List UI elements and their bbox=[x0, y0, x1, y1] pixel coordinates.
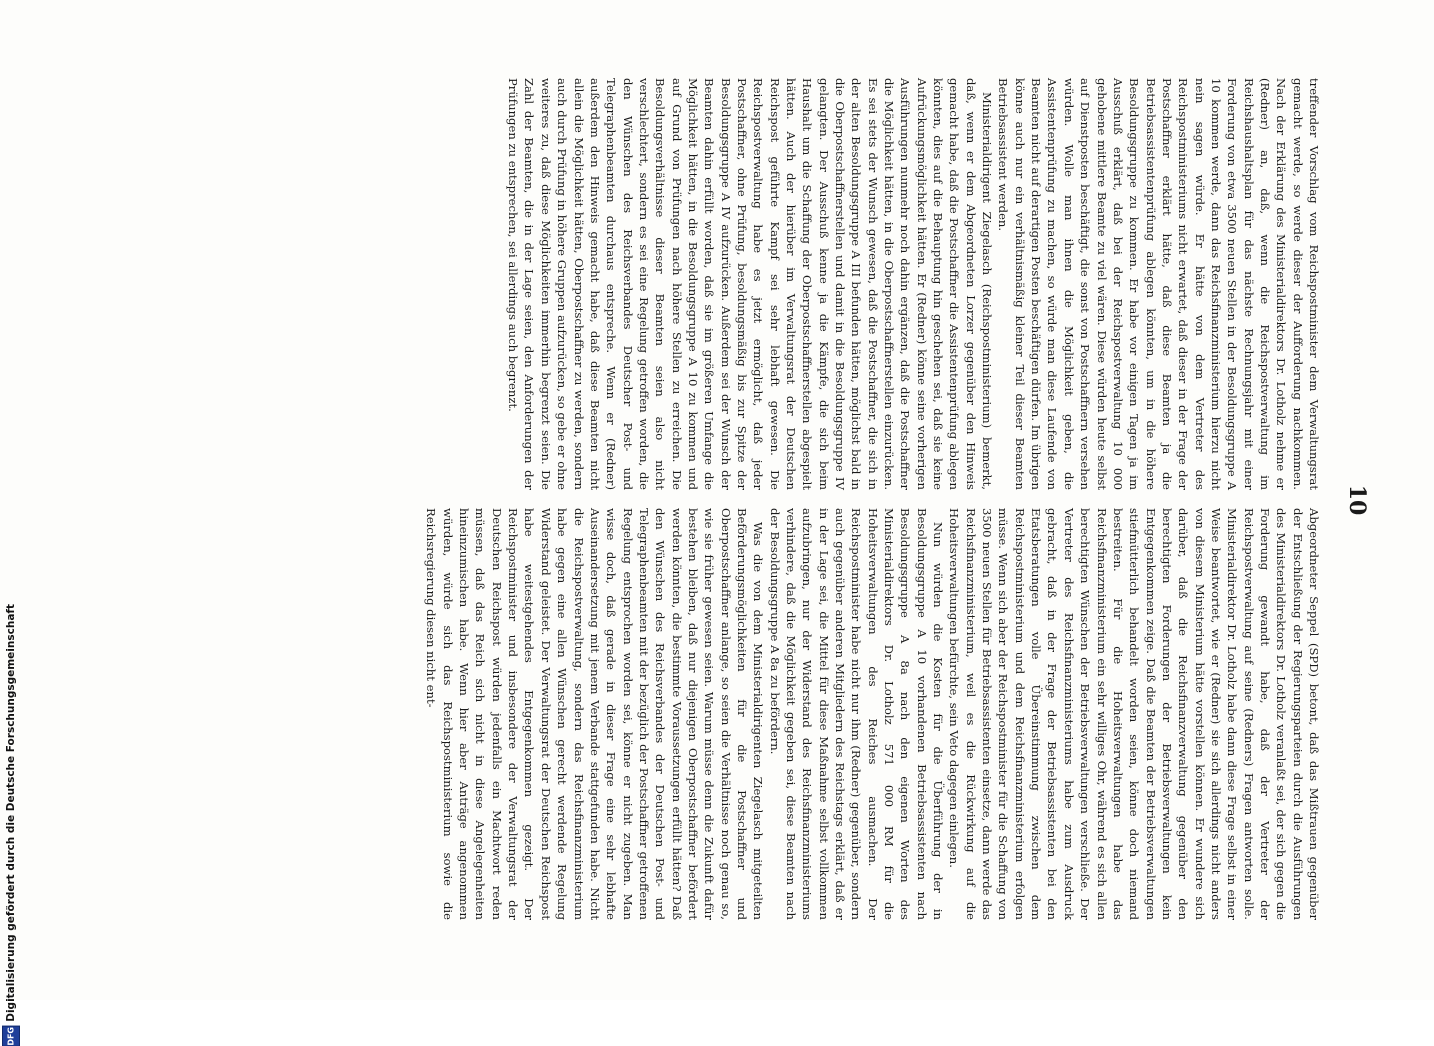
dfg-logo: DFG bbox=[2, 1026, 20, 1046]
text-column-right bbox=[102, 508, 1322, 920]
digitization-credit bbox=[1, 604, 21, 1046]
paragraph: treffender Vorschlag vom Reichspostminister dem Verwaltungsrat gemacht werde, so werde dieser der Aufforderung nachkommen. Nach der Erklärung des Ministerialdirektors Dr. Lotholz nehme er (Redner) an, daß, wenn die Reichspostverwaltung im Reichshaushaltsplan für das nächste Rechnungsjahr mit einer Forderung von etwa 3500 neuen Stellen in der Besoldungsgruppe A 10 kommen werde, dann das Reichsfinanzministerium hierzu nicht nein sagen würde. Er hätte von dem Vertreter des Reichspostministeriums nicht erwartet, daß dieser in der Frage der Postschaffner erklärt hätte, daß diese Beamten ja die Betriebsassistentenprüfung ablegen könnten, um in die höhere Besoldungsgruppe zu kommen. Er habe vor einigen Tagen ja im Ausschuß erklärt, daß bei der Reichspostverwaltung 10 000 gehobene mittlere Beamte zu viel wären. Diese würden heute selbst auf Dienstposten beschäftigt, die sonst von Postschaffnern versehen würden. Wolle man ihnen die Möglichkeit geben, die Assistentenprüfung zu machen, so würde man diese Laufende von Beamten nicht auf derartigen Posten beschäftigen dürfen. Im übrigen könne auch nur ein verhältnismäßig kleiner Teil dieser Beamten Betriebsassistent werden. bbox=[996, 78, 1321, 490]
page-number: 10 bbox=[1344, 484, 1370, 516]
paragraph: Abgeordneter Seppel (SPD) betont, daß das Mißtrauen gegenüber der Entschließung der Regierungsparteien durch die Ausführungen des Ministerialdirektors Dr. Lotholz veranlaßt sei, der sich gegen die Forderung gewandt habe, daß der Vertreter der Reichspostverwaltung auf seine (Redners) Fragen antworten solle. Ministerialdirektor Dr. Lotholz habe dann diese Frage selbst in einer Weise beantwortet, wie er (Redner) sie sich allerdings nicht anders von diesem Ministerium hätte vorstellen können. Er wundere sich darüber, daß die Reichsfinanzverwaltung gegenüber den berechtigten Forderungen der Betriebsverwaltungen kein Entgegenkommen zeige. Daß die Beamten der Betriebsverwaltungen stiefmütterlich behandelt worden seien, könne doch niemand bestreiten. Für die Hoheitsverwaltungen habe das Reichsfinanzministerium ein sehr williges Ohr, während es sich allen berechtigten Wünschen der Betriebsverwaltungen verschließe. Der Vertreter des Reichsfinanzministeriums habe zum Ausdruck gebracht, daß in der Frage der Betriebsassistenten bei den Etatsberatungen volle Übereinstimmung zwischen dem Reichspostministerium und dem Reichsfinanzministerium erfolgen müsse. Wenn sich aber der Reichspostminister für die Schaffung von 3500 neuen Stellen für Betriebsassistenten einsetze, dann werde das Reichsfinanzministerium, weil es die Rückwirkung auf die Hoheitsverwaltungen befürchte, sein Veto dagegen einlegen. bbox=[947, 508, 1321, 920]
paragraph: Ministerialdirigent Ziegelasch (Reichspostministerium) bemerkt, daß, wenn er dem Abgeordneten Lorzer gegenüber den Hinweis gemacht habe, daß die Postschaffner die Assistentenprüfung ablegen könnten, dies auf die Behauptung hin geschehen sei, daß sie keine Aufrückungsmöglichkeit hätten. Er (Redner) könne seine vorherigen Ausführungen nunmehr noch dahin ergänzen, daß die Postschaffner die Möglichkeit hätten, in die Oberpostschaffnerstellen einzurücken. Es sei stets der Wunsch gewesen, daß die Postschaffner, die sich in der alten Besoldungsgruppe A III befunden hätten, möglichst bald in die Oberpostschaffnerstellen und damit in die Besoldungsgruppe IV gelangten. Der Ausschuß kenne ja die Kämpfe, die sich beim Haushalt um die Schaffung der Oberpostschaffnerstellen abgespielt hätten. Auch der hierüber im Verwaltungsrat der Deutschen Reichspost geführte Kampf sei sehr lebhaft gewesen. Die Reichspostverwaltung habe es jetzt ermöglicht, daß jeder Postschaffner, ohne Prüfung, besoldungsmäßig bis zur Spitze der Besoldungsgruppe A IV aufzurücken. Außerdem sei der Wunsch der Beamten dahin erfüllt worden, daß sie im größeren Umfange die Möglichkeit hätten, in die Besoldungsgruppe A 10 zu kommen und auf Grund von Prüfungen nach höhere Stellen zu erreichen. Die Besoldungsverhältnisse dieser Beamten seien also nicht verschlechtert, sondern es sei eine Regelung getroffen worden, die den Wünschen des Reichsverbandes Deutscher Post- und Telegraphenbeamten durchaus entspreche. Wenn er (Redner) außerdem den Hinweis gemacht habe, daß diese Beamten nicht allein die Möglichkeit hätten, Oberpostschaffner zu werden, sondern auch durch Prüfung in höhere Gruppen aufzurücken, so gebe er ohne weiteres zu, daß diese Möglichkeiten immerhin begrenzt seien. Die Zahl der Beamten, die in der Lage seien, den Anforderungen der Prüfungen zu entsprechen, sei allerdings auch begrenzt. bbox=[506, 78, 995, 490]
text-column-left bbox=[506, 78, 1322, 490]
paragraph: Was die von dem Ministerialdirigenten Ziegelasch mitgeteilten Beförderungsmöglichkeiten für die Postschaffner und Oberpostschaffner anlange, so seien die Verhältnisse noch genau so, wie sie früher gewesen seien. Warum müsse denn die Zukunft dafür bestehen bleiben, daß nur diejenigen Oberpostschaffner befördert werden könnten, die bestimmte Voraussetzungen erfüllt hätten? Daß den Wünschen des Reichsverbandes der Deutschen Post- und Telegraphenbeamten mit der bezüglich der Postschaffner getroffenen Regelung entsprochen worden sei, könne er nicht zugeben. Man wisse doch, daß gerade in dieser Frage eine sehr lebhafte Auseinandersetzung mit jenem Verbande stattgefunden habe. Nicht die Reichspostverwaltung, sondern das Reichsfinanzministerium habe gegen eine allen Wünschen gerecht werdende Regelung Widerstand geleistet. Der Verwaltungsrat der Deutschen Reichspost habe weitestgehendes Entgegenkommen gezeigt. Der Reichspostminister und insbesondere der Verwaltungsrat der Deutschen Reichspost würden jedenfalls ein Machtwort reden müssen, daß das Reich sich nicht in diese Angelegenheiten hineinzumischen habe. Wenn hier aber Anträge angenommen würden, würde sich das Reichspostministerium sowie die Reichsregierung diesen nicht ent- bbox=[424, 508, 766, 920]
paragraph: Nun würden die Kosten für die Überführung der in Besoldungsgruppe A 10 vorhandenen Betriebsassistenten nach Besoldungsgruppe A 8a nach den eigenen Worten des Ministerialdirektors Dr. Lotholz 571 000 RM für die Hoheitsverwaltungen des Reiches ausmachen. Der Reichspostminister habe nicht nur ihm (Redner) gegenüber, sondern auch gegenüber anderen Mitgliedern des Reichstags erklärt, daß er in der Lage sei, die Mittel für diese Maßnahme selbst vollkommen aufzubringen, nur der Widerstand des Reichsfinanzministeriums verhindere, daß die Möglichkeit gegeben sei, diese Beamten nach der Besoldungsgruppe A 8a zu befördern. bbox=[767, 508, 946, 920]
credit-text: Digitalisierung gefördert durch die Deutsche Forschungsgemeinschaft bbox=[5, 604, 17, 1022]
